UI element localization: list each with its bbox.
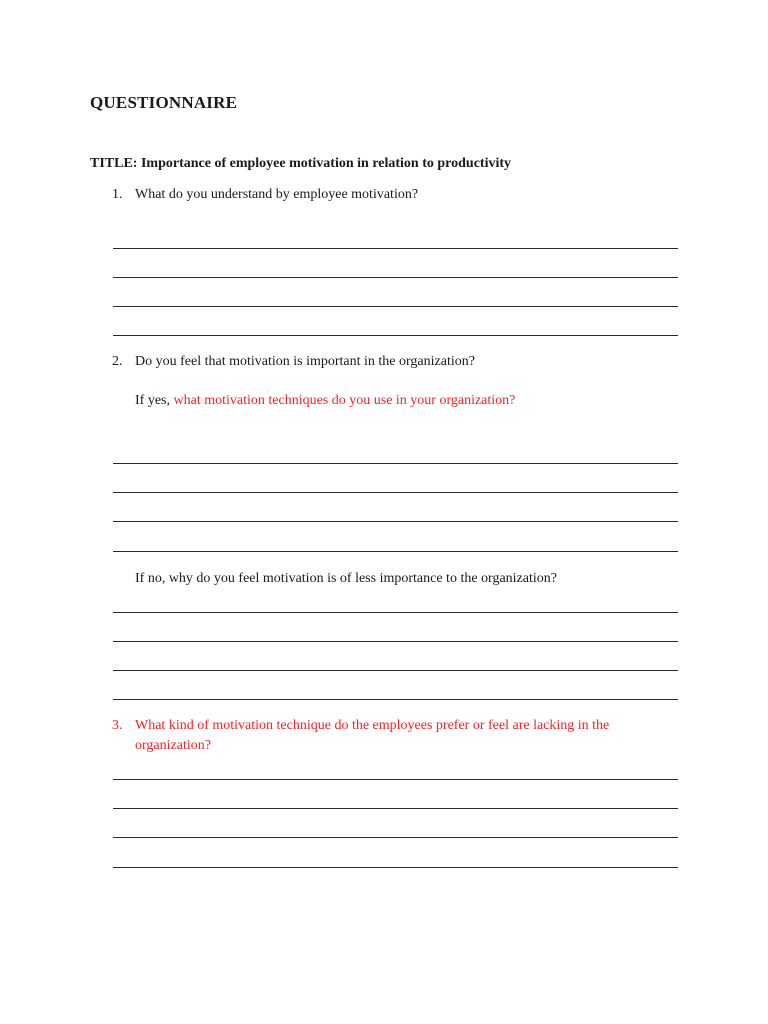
answer-line[interactable]	[113, 837, 678, 838]
answer-line[interactable]	[113, 521, 678, 522]
question-text: What do you understand by employee motivation?	[135, 187, 419, 202]
answer-line[interactable]	[113, 277, 678, 278]
question-text: Do you feel that motivation is important in the organization?	[135, 354, 475, 369]
yes-followup	[135, 391, 515, 411]
question-text-line-2: organization?	[135, 738, 211, 753]
question-number: 3.	[112, 718, 123, 733]
no-followup: If no, why do you feel motivation is of less importance to the organization?	[135, 571, 557, 586]
page-heading: QUESTIONNAIRE	[90, 93, 238, 112]
questionnaire-title: TITLE: Importance of employee motivation in relation to productivity	[90, 156, 512, 171]
question-number: 2.	[112, 354, 123, 369]
answer-line[interactable]	[113, 808, 678, 809]
answer-line[interactable]	[113, 492, 678, 493]
yes-prefix: If yes,	[135, 393, 174, 408]
answer-line[interactable]	[113, 612, 678, 613]
answer-line[interactable]	[113, 306, 678, 307]
answer-line[interactable]	[113, 335, 678, 336]
answer-line[interactable]	[113, 463, 678, 464]
answer-line[interactable]	[113, 699, 678, 700]
answer-line[interactable]	[113, 551, 678, 552]
yes-followup-text: what motivation techniques do you use in your organization?	[173, 393, 516, 408]
answer-line[interactable]	[113, 641, 678, 642]
question-number: 1.	[112, 187, 123, 202]
answer-line[interactable]	[113, 248, 678, 249]
answer-line[interactable]	[113, 779, 678, 780]
answer-line[interactable]	[113, 867, 678, 868]
question-text-line-1: What kind of motivation technique do the employees prefer or feel are lacking in the	[135, 718, 610, 733]
answer-line[interactable]	[113, 670, 678, 671]
